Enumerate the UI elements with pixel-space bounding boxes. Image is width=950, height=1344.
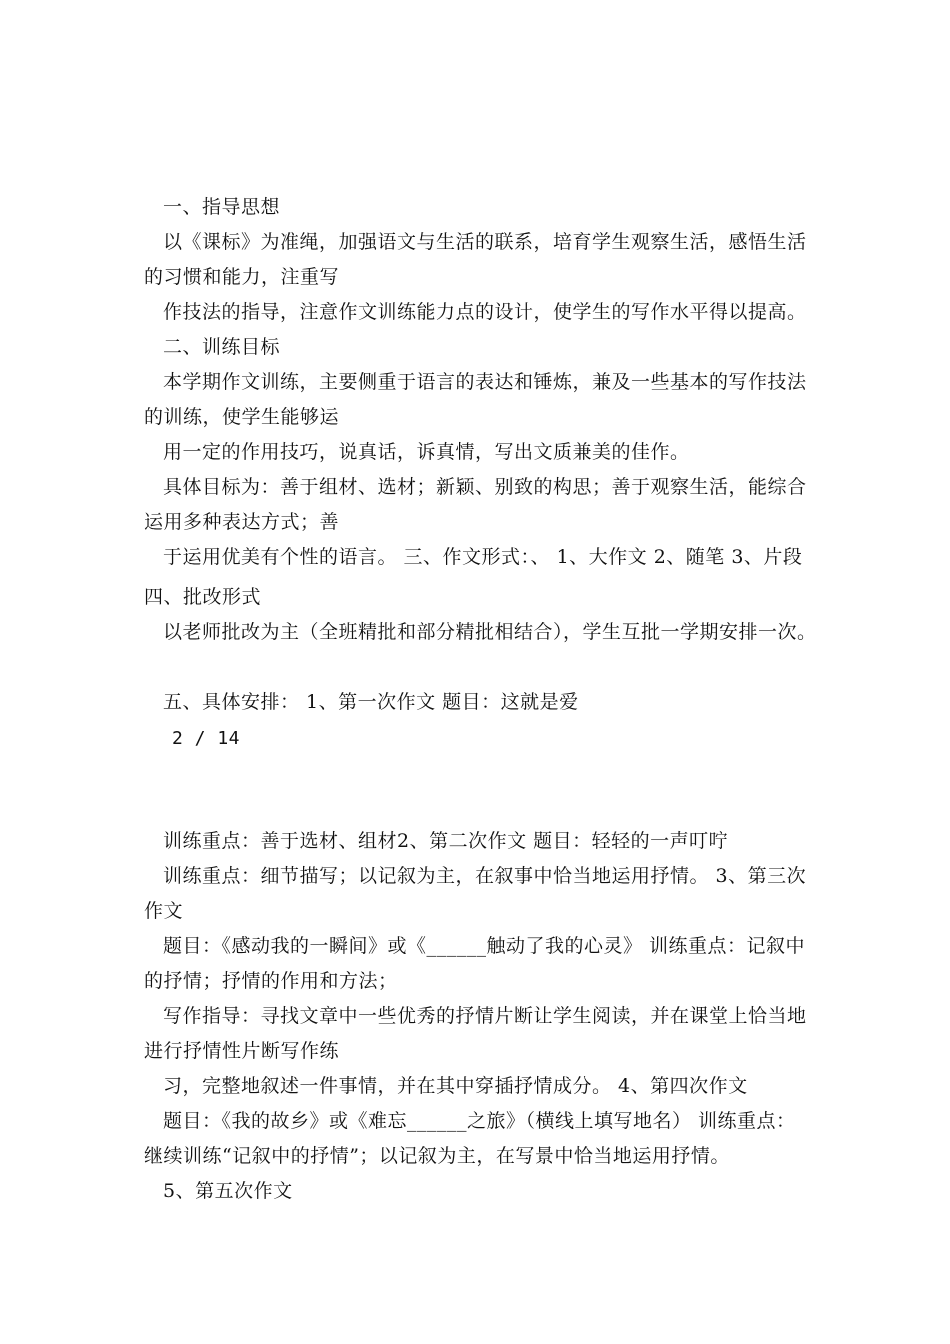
heading-specific-arrangement: 五、具体安排： 1、第一次作文 题目：这就是爱 <box>163 691 579 713</box>
paragraph-line: 写作指导：寻找文章中一些优秀的抒情片断让学生阅读，并在课堂上恰当地 <box>163 1005 807 1027</box>
paragraph-line: 5、第五次作文 <box>163 1180 293 1202</box>
paragraph-line: 继续训练“记叙中的抒情”；以记叙为主，在写景中恰当地运用抒情。 <box>144 1145 730 1167</box>
paragraph-line: 作文 <box>144 900 184 922</box>
paragraph-line: 训练重点：细节描写；以记叙为主，在叙事中恰当地运用抒情。 3、第三次 <box>163 865 807 887</box>
paragraph-line: 训练重点：善于选材、组材2、第二次作文 题目：轻轻的一声叮咛 <box>163 830 729 852</box>
heading-training-goals: 二、训练目标 <box>163 336 281 358</box>
paragraph-line: 用一定的作用技巧，说真话，诉真情，写出文质兼美的佳作。 <box>163 441 690 463</box>
paragraph-line: 的习惯和能力，注重写 <box>144 266 340 288</box>
page-number: 2 / 14 <box>172 728 241 749</box>
paragraph-line: 以《课标》为准绳，加强语文与生活的联系，培育学生观察生活，感悟生活 <box>163 231 807 253</box>
paragraph-line: 作技法的指导，注意作文训练能力点的设计，使学生的写作水平得以提高。 <box>163 301 807 323</box>
paragraph-line: 运用多种表达方式；善 <box>144 511 340 533</box>
heading-guiding-ideology: 一、指导思想 <box>163 196 281 218</box>
paragraph-line: 习，完整地叙述一件事情，并在其中穿插抒情成分。 4、第四次作文 <box>163 1075 748 1097</box>
heading-correction-form: 四、批改形式 <box>144 586 262 608</box>
paragraph-line: 进行抒情性片断写作练 <box>144 1040 340 1062</box>
paragraph-line: 本学期作文训练，主要侧重于语言的表达和锤炼，兼及一些基本的写作技法 <box>163 371 807 393</box>
paragraph-line: 具体目标为：善于组材、选材；新颖、别致的构思；善于观察生活，能综合 <box>163 476 807 498</box>
paragraph-line: 以老师批改为主（全班精批和部分精批相结合），学生互批一学期安排一次。 <box>163 621 817 643</box>
paragraph-line: 于运用优美有个性的语言。 三、作文形式：、 1、大作文 2、随笔 3、片段 <box>163 546 803 568</box>
paragraph-line: 题目：《我的故乡》或《难忘______之旅》（横线上填写地名） 训练重点： <box>163 1110 796 1132</box>
paragraph-line: 的训练，使学生能够运 <box>144 406 340 428</box>
paragraph-line: 题目：《感动我的一瞬间》或《______触动了我的心灵》 训练重点：记叙中 <box>163 935 806 957</box>
paragraph-line: 的抒情；抒情的作用和方法； <box>144 970 398 992</box>
